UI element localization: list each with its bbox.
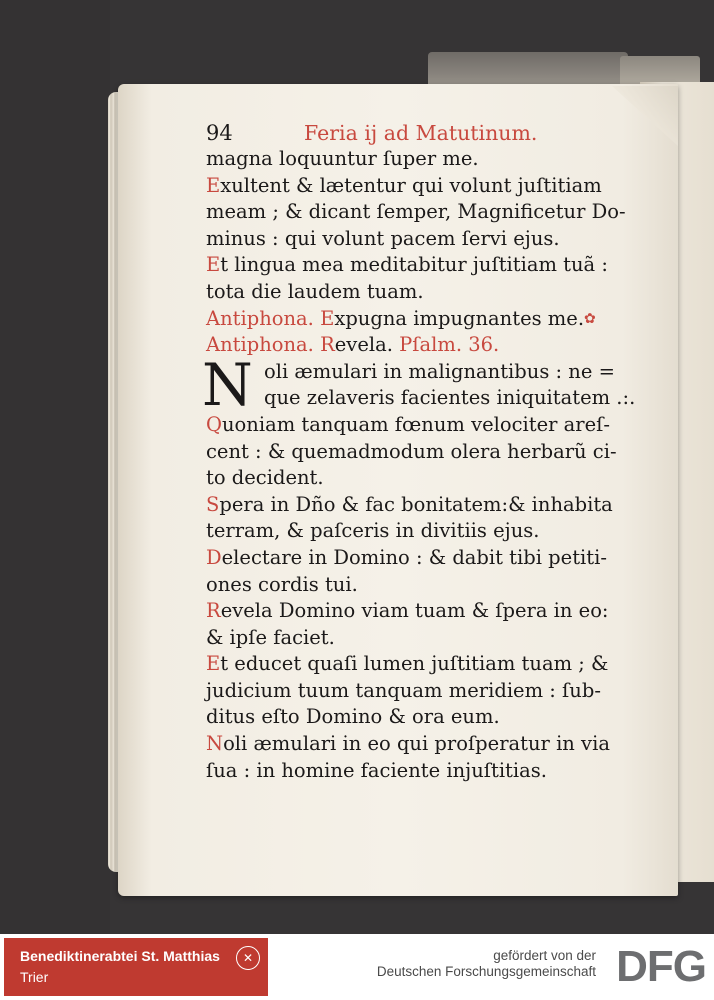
rosette-icon: ✿ (584, 310, 596, 327)
line-text: judicium tuum tanquam meridiem : ſub- (206, 678, 601, 702)
text-line (206, 226, 646, 253)
verse-line (206, 572, 646, 599)
verse-line (206, 545, 646, 572)
line-text: minus : qui volunt pacem ſervi ejus. (206, 226, 560, 250)
verse-line (206, 678, 646, 705)
verse-line (206, 625, 646, 652)
institution-badge[interactable] (4, 938, 268, 996)
line-text: magna loquuntur ſuper me. (206, 147, 479, 170)
funder-text (377, 948, 596, 980)
page-text (202, 118, 646, 784)
funder-line-1: gefördert von der (493, 948, 596, 963)
rubric-initial: N (206, 732, 224, 756)
funder-line-2: Deutschen Forschungsgemeinschaft (376, 964, 596, 979)
verse-line (206, 439, 646, 466)
text-line (206, 146, 646, 173)
rubric-initial: E (206, 253, 221, 277)
rubric-initial: R (320, 333, 335, 357)
psalm-reference: Pſalm. 36. (399, 333, 500, 357)
text-line: oli æmulari in malignantibus : ne = (264, 359, 615, 383)
rubric-initial: S (206, 492, 220, 516)
abbey-logo-icon: ✕ (236, 946, 260, 970)
footer-bar (0, 934, 714, 1000)
line-text: uoniam tanquam fœnum velociter areſ- (222, 412, 610, 436)
institution-city: Trier (20, 969, 49, 985)
line-text: meam ; & dicant ſemper, Magnificetur Do- (206, 200, 626, 224)
line-text: oli æmulari in eo qui proſperatur in via (223, 732, 610, 756)
verse-line (206, 731, 646, 758)
antiphon-label: Antiphona. (206, 306, 321, 330)
page-header (206, 118, 646, 146)
line-text: xultent & lætentur qui volunt juſtitiam (220, 173, 602, 197)
rubric-initial: E (320, 306, 335, 330)
verse-line (206, 598, 646, 625)
line-text: electare in Domino : & dabit tibi petiti- (221, 545, 607, 569)
verse-line (206, 704, 646, 731)
verse-line (206, 492, 646, 519)
rubric-initial: D (206, 545, 222, 569)
scan-background (0, 0, 110, 934)
text-line (206, 279, 646, 306)
institution-name: Benediktinerabtei St. Matthias (20, 948, 220, 964)
antiphon-label: Antiphona. (206, 333, 321, 357)
text-line (206, 199, 646, 226)
dfg-logo[interactable]: DFG (616, 942, 706, 991)
verse-line (206, 758, 646, 785)
line-text: evela Domino viam tuam & ſpera in eo: (220, 599, 609, 623)
line-text: t educet quaſi lumen juſtitiam tuam ; & (220, 652, 609, 676)
line-text: pera in Dño & fac bonitatem:& inhabita (219, 492, 613, 516)
antiphon-line (206, 306, 646, 333)
line-text: terram, & paſceris in divitiis ejus. (206, 519, 540, 543)
drop-cap-initial: N (202, 350, 253, 419)
rubric-initial: E (206, 652, 221, 676)
text-line (206, 173, 646, 200)
rubric-initial: R (206, 599, 221, 623)
text-line (206, 252, 646, 279)
verse-line (206, 651, 646, 678)
rubric-initial: Q (206, 412, 222, 436)
antiphon-text: evela. (334, 333, 400, 357)
verse-line (206, 465, 646, 492)
verse-line (206, 412, 646, 439)
page-number: 94 (206, 121, 233, 145)
line-text: cent : & quemadmodum olera herbarũ ci- (206, 439, 617, 463)
line-text: ditus eſto Domino & ora eum. (206, 705, 500, 729)
text-line: que zelaveris facientes iniquitatem .:. (264, 386, 636, 410)
verse-line (206, 518, 646, 545)
antiphon-line (206, 332, 646, 359)
line-text: t lingua mea meditabitur juſtitiam tuã : (220, 253, 608, 277)
rubric-initial: E (206, 173, 221, 197)
line-text: ſua : in homine faciente injuſtitias. (206, 758, 547, 782)
line-text: & ipſe faciet. (206, 625, 335, 649)
line-text: ones cordis tui. (206, 572, 358, 596)
line-text: tota die laudem tuam. (206, 279, 424, 303)
antiphon-text: xpugna impugnantes me. (334, 306, 585, 330)
running-head: Feria ij ad Matutinum. (304, 121, 538, 145)
line-text: to decident. (206, 466, 324, 490)
psalm-opening (202, 350, 646, 419)
